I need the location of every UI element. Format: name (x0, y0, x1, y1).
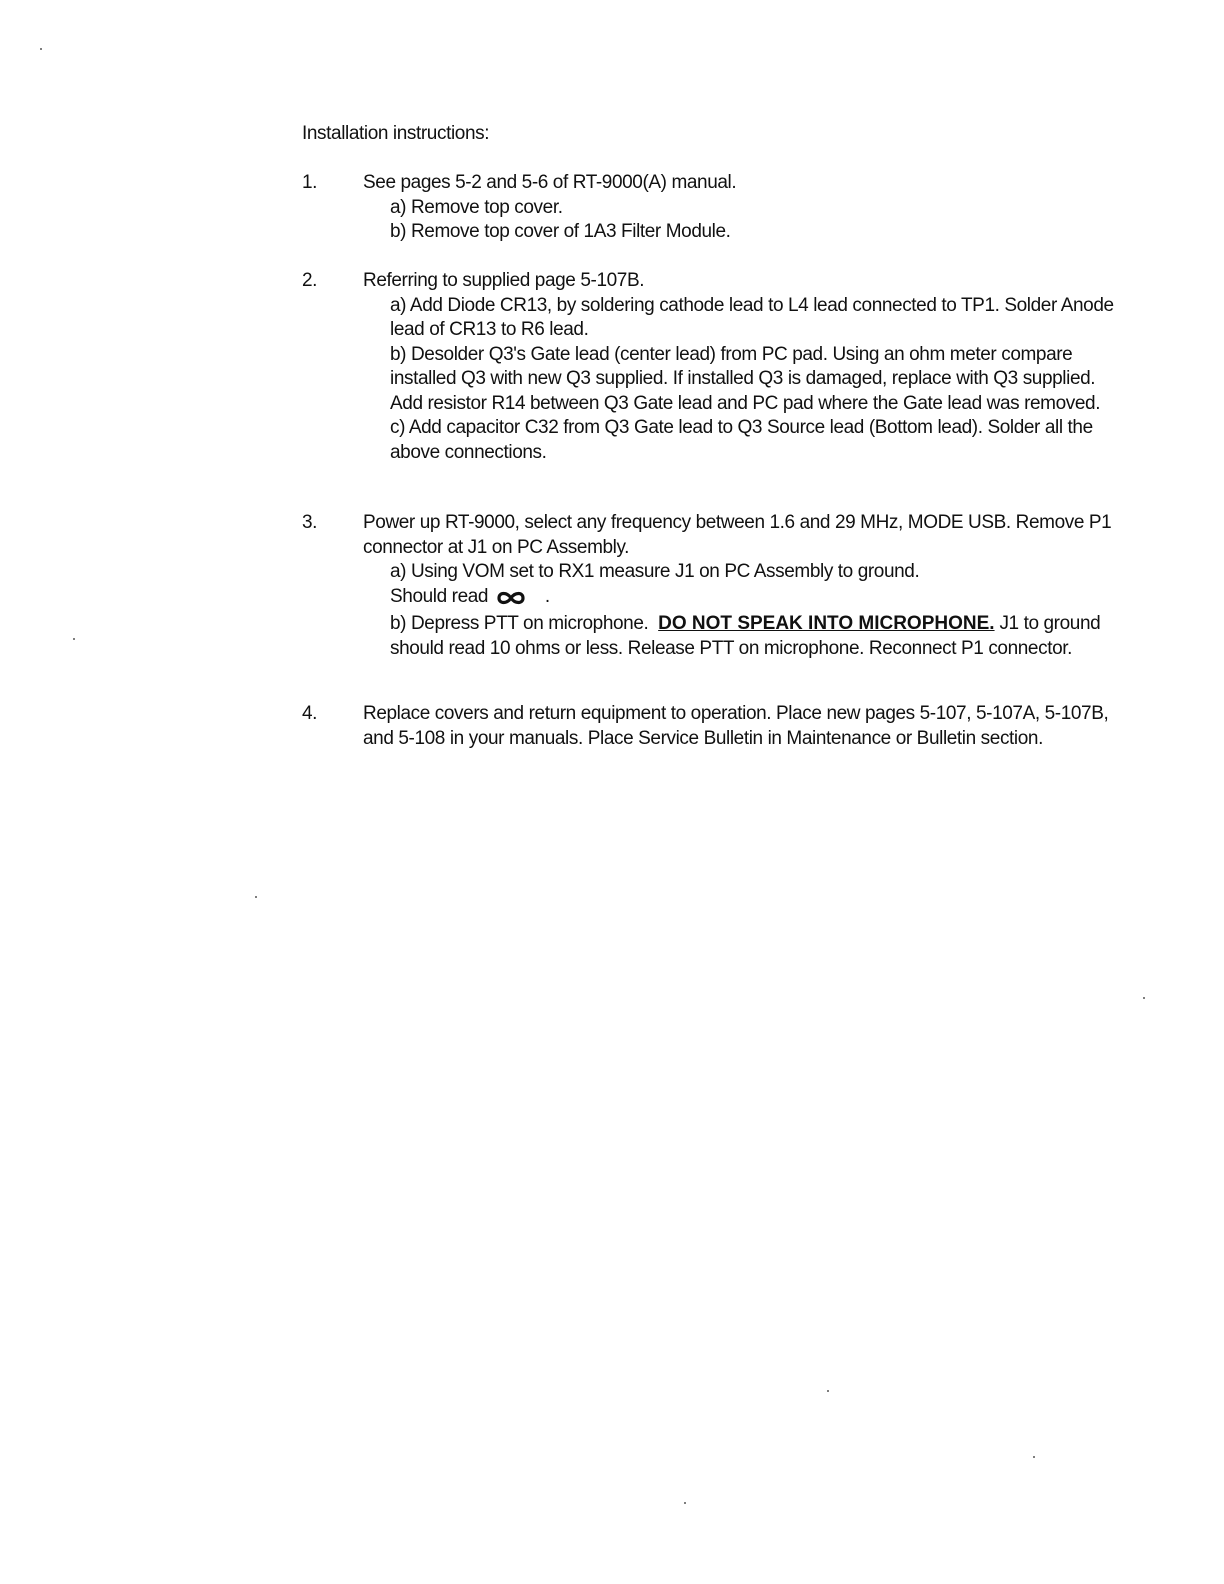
warning-text: DO NOT SPEAK INTO MICROPHONE. (658, 613, 995, 634)
page-heading: Installation instructions: (302, 123, 490, 144)
step-number: 2. (302, 270, 318, 291)
should-read-label: Should read (390, 585, 489, 607)
should-read-line (390, 585, 1114, 613)
sub-step-b-pre: b) Depress PTT on microphone. (390, 613, 649, 634)
step-number: 3. (302, 512, 318, 533)
sub-step-b-post: J1 to ground should read 10 ohms or less. Release PTT on microphone. Reconnect P1 connector. (390, 613, 1101, 659)
scan-speck (1033, 1456, 1035, 1458)
instruction-step-3 (302, 511, 1114, 661)
step-text: Replace covers and return equipment to operation. Place new pages 5-107, 5-107A, 5-107B, and 5-108 in your manuals. Place Service Bulletin in Maintenance or Bulletin section. (363, 703, 1109, 749)
sub-step-b: b) Remove top cover of 1A3 Filter Module. (390, 221, 731, 242)
instruction-step-1 (302, 171, 1114, 245)
scan-speck (1143, 997, 1145, 999)
step-text: See pages 5-2 and 5-6 of RT-9000(A) manual. (363, 172, 737, 193)
scan-speck (40, 48, 42, 50)
step-number: 1. (302, 172, 318, 193)
infinity-icon (496, 588, 526, 613)
sub-step-c: c) Add capacitor C32 from Q3 Gate lead to Q3 Source lead (Bottom lead). Solder all the above connections. (390, 417, 1093, 463)
sub-step-b (390, 612, 1114, 661)
sub-step-a: a) Remove top cover. (390, 196, 563, 218)
sub-step-a: a) Using VOM set to RX1 measure J1 on PC Assembly to ground. (390, 561, 920, 582)
sub-step-a: a) Add Diode CR13, by soldering cathode lead to L4 lead connected to TP1. Solder Anode lead of CR13 to R6 lead. (390, 294, 1114, 340)
step-text: Power up RT-9000, select any frequency between 1.6 and 29 MHz, MODE USB. Remove P1 connector at J1 on PC Assembly. (363, 512, 1112, 558)
scan-speck (827, 1390, 829, 1392)
sub-step-b: b) Desolder Q3's Gate lead (center lead) from PC pad. Using an ohm meter compare installed Q3 with new Q3 supplied. If installed Q3 is damaged, replace with Q3 supplied. Add resistor R14 between Q3 Gate lead and PC pad where the Gate lead was removed. (390, 343, 1101, 414)
instruction-step-4 (302, 702, 1114, 751)
scan-speck (73, 638, 75, 640)
should-read-end: . (544, 585, 550, 607)
step-text: Referring to supplied page 5-107B. (363, 270, 645, 291)
scan-speck (255, 896, 257, 898)
step-number: 4. (302, 703, 318, 724)
instruction-step-2 (302, 269, 1114, 465)
scan-speck (684, 1502, 686, 1504)
